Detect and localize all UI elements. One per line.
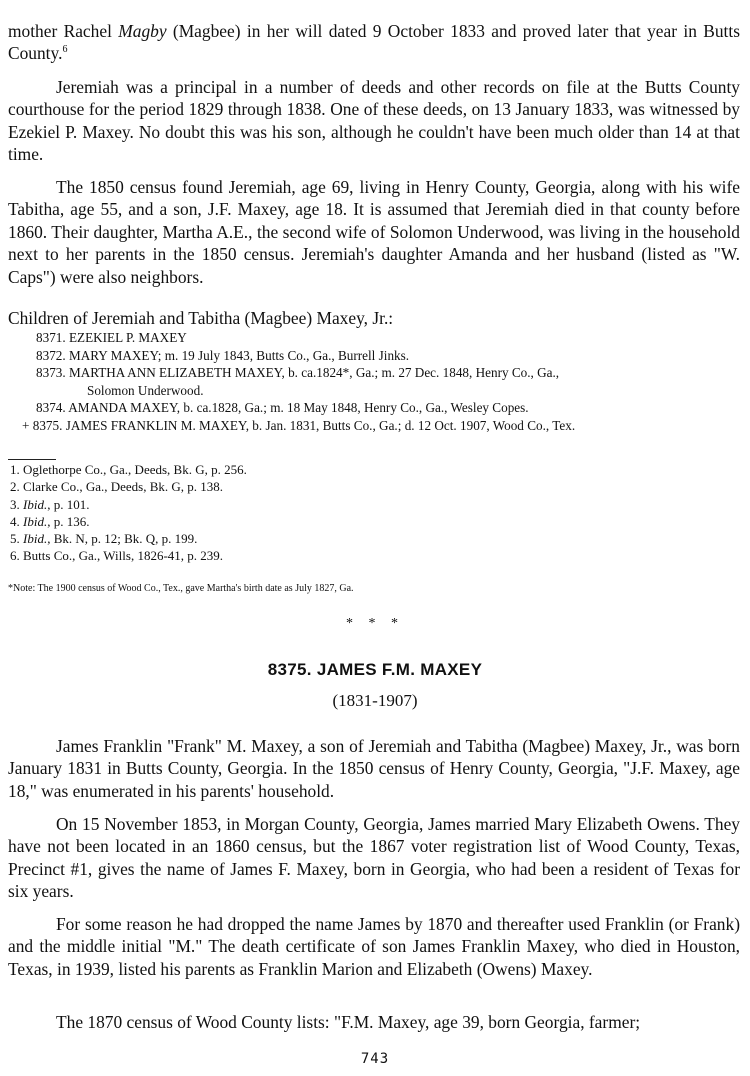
footnote-text: , Bk. N, p. 12; Bk. Q, p. 199. (47, 531, 198, 547)
section-separator: * * * (346, 616, 404, 631)
paragraph-2: Jeremiah was a principal in a number of deeds and other records on file at the Butts County courthouse for the period 1829 through 1838. One of these deeds, on 13 January 1833, was witnessed by Ezekiel P. Maxey. No doubt this was his son, although he couldn't have been much older than 14 at that time. (8, 77, 740, 165)
footnote-number: 4. (10, 513, 20, 529)
footnote-text: , p. 101. (47, 496, 90, 512)
footnote-number: 2. (10, 479, 20, 495)
page-number: 743 (360, 1051, 390, 1067)
footnote (10, 478, 247, 495)
child-entry-text: 8373. MARTHA ANN ELIZABETH MAXEY, b. ca.1824*, Ga.; m. 27 Dec. 1848, Henry Co., Ga., (36, 365, 560, 380)
paragraph-4: James Franklin "Frank" M. Maxey, a son of Jeremiah and Tabitha (Magbee) Maxey, Jr., was born January 1831 in Butts County, Georgia. In the 1850 census of Henry County, Georgia, "J.F. Maxey, age 18," was enumerated in his parents' household. (8, 736, 740, 801)
child-plus-marker: + (22, 417, 30, 433)
footnote-number: 5. (10, 531, 20, 547)
child-entry (22, 417, 726, 435)
paragraph-1 (8, 20, 740, 65)
footnote-italic: Ibid. (23, 531, 48, 547)
child-entry (36, 399, 740, 417)
child-entry-text: 8372. MARY MAXEY; m. 19 July 1843, Butts Co., Ga., Burrell Jinks. (36, 347, 410, 363)
footnote-number: 6. (10, 548, 20, 564)
footnote-italic: Ibid. (23, 496, 48, 512)
child-entry-text: 8375. JAMES FRANKLIN M. MAXEY, b. Jan. 1831, Butts Co., Ga.; d. 12 Oct. 1907, Wood Co., Tex. (32, 417, 576, 433)
paragraph-1-text-a: mother Rachel (8, 21, 119, 41)
paragraph-5: On 15 November 1853, in Morgan County, Georgia, James married Mary Elizabeth Owens. They have not been located in an 1860 census, but the 1867 voter registration list of Wood County, Texas, Precinct #1, gives the name of James F. Maxey, born in Georgia, who had been a resident of Texas for six years. (8, 814, 740, 902)
footnote (10, 547, 247, 564)
footnote (10, 496, 247, 513)
footnote-ref-6: 6 (62, 44, 68, 56)
section-title: 8375. JAMES F.M. MAXEY (267, 660, 483, 679)
paragraph-1-italic: Magby (118, 21, 167, 41)
footnote-text: Butts Co., Ga., Wills, 1826-41, p. 239. (23, 548, 224, 564)
section-years: (1831-1907) (332, 691, 418, 710)
child-entry-text: 8374. AMANDA MAXEY, b. ca.1828, Ga.; m. 18 May 1848, Henry Co., Ga., Wesley Copes. (36, 400, 529, 415)
footnote (10, 530, 247, 547)
footnote-text: , p. 136. (47, 513, 90, 529)
footnote-divider (8, 459, 56, 460)
footnote (10, 461, 247, 478)
footnotes (10, 461, 247, 565)
footnote-number: 1. (10, 462, 20, 477)
child-entry (36, 347, 740, 365)
paragraph-3: The 1850 census found Jeremiah, age 69, living in Henry County, Georgia, along with his wife Tabitha, age 55, and a son, J.F. Maxey, age 18. It is assumed that Jeremiah died in that county before 1860. Their daughter, Martha A.E., the second wife of Solomon Underwood, was living in the household next to her parents in the 1850 census. Jeremiah's daughter Amanda and her husband (listed as "W. Caps") were also neighbors. (8, 177, 740, 287)
children-list (22, 329, 740, 434)
child-entry-text: 8371. EZEKIEL P. MAXEY (36, 330, 187, 345)
child-entry (36, 329, 740, 347)
footnote (10, 513, 247, 530)
paragraph-1-text-b: (Magbee) in her will dated 9 October 1833 and proved later that year in Butts County. (8, 21, 740, 64)
footnote-text: Clarke Co., Ga., Deeds, Bk. G, p. 138. (23, 479, 224, 495)
footnote-number: 3. (10, 496, 20, 512)
paragraph-6: For some reason he had dropped the name James by 1870 and thereafter used Franklin (or Frank) and the middle initial "M." The death certificate of son James Franklin Maxey, who died in Houston, Texas, in 1939, listed his parents as Franklin Marion and Elizabeth (Owens) Maxey. (8, 914, 740, 979)
footnote-italic: Ibid. (23, 513, 48, 529)
children-heading: Children of Jeremiah and Tabitha (Magbee) Maxey, Jr.: (8, 308, 394, 328)
footnote-text: Oglethorpe Co., Ga., Deeds, Bk. G, p. 256. (23, 462, 247, 477)
birth-date-note: *Note: The 1900 census of Wood Co., Tex., gave Martha's birth date as July 1827, Ga. (8, 583, 354, 594)
child-entry-continuation: Solomon Underwood. (87, 382, 204, 398)
paragraph-7: The 1870 census of Wood County lists: "F.M. Maxey, age 39, born Georgia, farmer; (56, 1012, 641, 1032)
child-entry (36, 364, 740, 399)
